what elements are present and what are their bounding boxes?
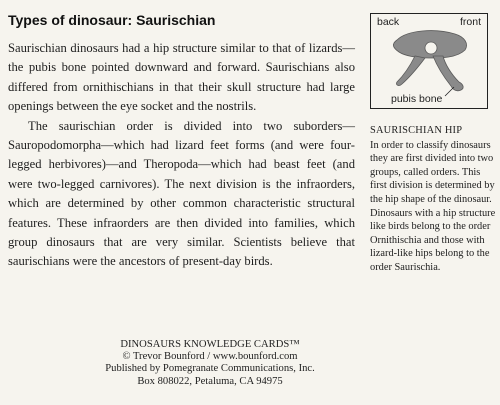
card-title: Types of dinosaur: Saurischian [8,12,216,28]
sidebar-caption [370,124,496,275]
label-pubis-bone: pubis bone [391,93,443,105]
footer-copyright: © Trevor Bounford / www.bounford.com [122,351,298,363]
footer-publisher: Published by Pomegranate Communications, Inc. [105,363,315,375]
body-paragraph-2: The saurischian order is divided into two suborders—Sauropodomorpha—which had lizard feet forms (and were four-legged herbivores)—and Theropoda—which had beast feet (and were two-legged carnivores). The next division is the infraorders, which are determined by other common characteristic structural features. These infraorders are then divided into families, which group dinosaurs that are very similar. Scientists believe that saurischians were the ancestors of present-day birds. [8,118,355,269]
body-paragraph-1: Saurischian dinosaurs had a hip structure similar to that of lizards—the pubis bone pointed downward and forward. Saurischians also differed from ornithischians in that their skull structure had large openings between the eye socket and the nostrils. [8,41,355,114]
sidebar-text: In order to classify dinosaurs they are first divided into two groups, called orders. This first division is determined by the hip shape of the dinosaur. Dinosaurs with a hip structure like birds belong to the order Ornithischia and those with lizard-like hips belong to the order Saurischia. [370,139,496,273]
card-footer [90,339,330,388]
hip-diagram [370,13,488,109]
footer-series: DINOSAURS KNOWLEDGE CARDS™ [120,339,300,350]
main-text [8,39,355,272]
sidebar-heading: SAURISCHIAN HIP [370,125,463,136]
label-back: back [377,16,400,28]
footer-address: Box 808022, Petaluma, CA 94975 [137,375,283,387]
label-front: front [459,16,481,28]
